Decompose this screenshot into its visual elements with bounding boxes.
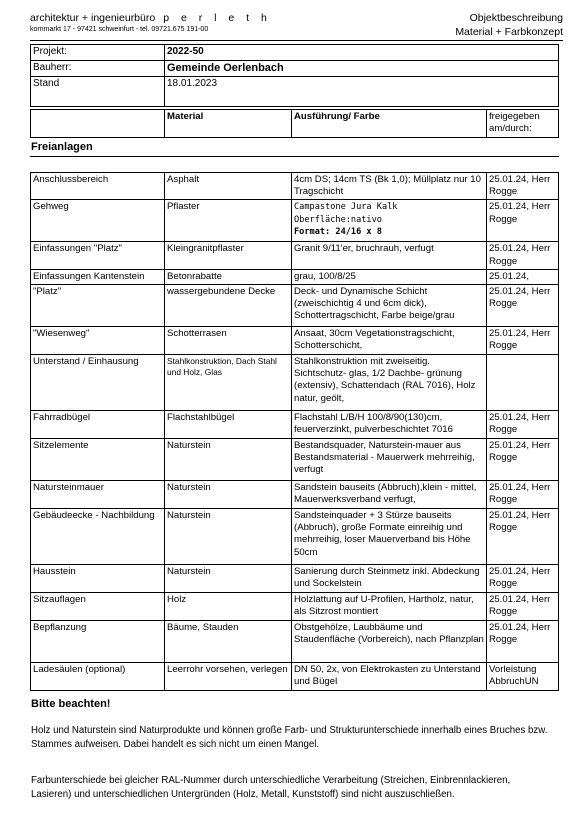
row-material: Holz [165,593,292,621]
table-row [31,481,559,509]
header-rule [30,40,563,41]
column-header-material: Material [165,110,292,138]
row-approved: 25.01.24, Herr Rogge [487,565,559,593]
row-material: Naturstein [165,509,292,565]
row-finish: Bestandsquader, Naturstein-mauer aus Bestandsmaterial - Mauerwerk mehrreihig, verfugt [292,439,487,481]
row-finish: 4cm DS; 14cm TS (Bk 1,0); Müllplatz nur 10 Tragschicht [292,173,487,200]
row-approved: 25.01.24, Herr Rogge [487,593,559,621]
row-finish: Holzlattung auf U-Profilen, Hartholz, natur, als Sitzrost montiert [292,593,487,621]
row-material: Flachstahlbügel [165,411,292,439]
row-item: "Platz" [31,285,165,327]
row-approved: 25.01.24, Herr Rogge [487,509,559,565]
row-item: Gebäudeecke - Nachbildung [31,509,165,565]
row-item: Anschlussbereich [31,173,165,200]
table-row [31,200,559,242]
row-finish: grau, 100/8/25 [292,269,487,284]
row-item: Fahrradbügel [31,411,165,439]
row-material: Kleingranitpflaster [165,242,292,269]
column-header-table [30,109,559,138]
table-row [31,439,559,481]
notice-paragraph-1: Holz und Naturstein sind Naturprodukte und können große Farb- und Strukturunterschiede innerhalb eines Bruches bzw. Stammes aufweisen. Dabei handelt es sich nicht um einen Mangel. [31,725,548,750]
row-item: Ladesäulen (optional) [31,663,165,691]
project-meta-table [30,44,559,107]
table-row [31,565,559,593]
meta-label-stand: Stand [31,77,165,107]
column-header-approved: freigegeben am/durch: [487,110,559,138]
table-row [31,663,559,691]
row-material: Pflaster [165,200,292,242]
row-finish: Stahlkonstruktion mit zweiseitig. Sichtschutz- glas, 1/2 Dachbe- grünung (extensiv), Schattendach (RAL 7016), Holz natur, geölt, [292,355,487,411]
row-approved: 25.01.24, Herr Rogge [487,621,559,663]
row-finish: Sandstein bauseits (Abbruch),klein - mittel, Mauerwerksverband verfugt, [292,481,487,509]
row-approved: 25.01.24, Herr Rogge [487,173,559,200]
row-material: wassergebundene Decke [165,285,292,327]
row-finish: Sandsteinquader + 3 Stürze bauseits (Abbruch), große Formate einreihig und mehrreihig, loser Mauerverband bis Höhe 50cm [292,509,487,565]
meta-value-client: Gemeinde Oerlenbach [165,61,559,77]
row-finish: Deck- und Dynamische Schicht (zweischichtig 4 und 6cm dick), Schottertragschicht, Farbe beige/grau [292,285,487,327]
row-finish: DN 50, 2x, von Elektrokasten zu Unterstand und Bügel [292,663,487,691]
letterhead [30,12,271,33]
row-item: Einfassungen "Platz" [31,242,165,269]
row-material: Betonrabatte [165,269,292,284]
notice-paragraph-2: Farbunterschiede bei gleicher RAL-Nummer durch unterschiedliche Verarbeitung (Streichen, Einbrennlackieren, Lasieren) und unterschiedlichen Untergründen (Holz, Metall, Kunststoff) sind nicht auszuschließen. [31,775,511,800]
table-row [31,242,559,269]
row-approved [487,355,559,411]
meta-value-project: 2022-50 [165,45,559,61]
row-material: Bäume, Stauden [165,621,292,663]
table-row [31,355,559,411]
row-approved: 25.01.24, Herr Rogge [487,481,559,509]
meta-value-stand: 18.01.2023 [165,77,559,107]
row-item: Einfassungen Kantenstein [31,269,165,284]
row-material: Naturstein [165,481,292,509]
row-material: Stahlkonstruktion, Dach Stahl und Holz, Glas [165,355,292,411]
table-row [31,411,559,439]
row-item: Sitzauflagen [31,593,165,621]
document-type [455,11,563,39]
row-item: Gehweg [31,200,165,242]
row-approved: 25.01.24, Herr Rogge [487,285,559,327]
row-approved: 25.01.24, Herr Rogge [487,242,559,269]
row-item: Hausstein [31,565,165,593]
row-approved: Vorleistung AbbruchUN [487,663,559,691]
meta-label-project: Projekt: [31,45,165,61]
section-title: Freianlagen [31,141,93,153]
row-approved: 25.01.24, Herr Rogge [487,327,559,355]
table-row [31,509,559,565]
row-material: Schotterrasen [165,327,292,355]
table-row [31,269,559,284]
table-row [31,621,559,663]
row-material: Asphalt [165,173,292,200]
row-finish: Ansaat, 30cm Vegetationstragschicht, Schotterschicht, [292,327,487,355]
office-address: kornmarkt 17 - 97421 schweinfurt - tel. 09721.675 191-00 [30,26,209,33]
column-header-finish: Ausführung/ Farbe [292,110,487,138]
row-finish: Granit 9/11'er, bruchrauh, verfugt [292,242,487,269]
row-finish: Flachstahl L/B/H 100/8/90(130)cm, feuerverzinkt, pulverbeschichtet 7016 [292,411,487,439]
row-item: Bepflanzung [31,621,165,663]
row-item: Natursteinmauer [31,481,165,509]
table-row [31,593,559,621]
row-material: Naturstein [165,439,292,481]
section-rule [30,156,559,157]
office-name: p e r l e t h [163,12,272,24]
doc-type: Objektbeschreibung [469,12,563,24]
row-approved: 25.01.24, Herr Rogge [487,200,559,242]
doc-subtitle: Material + Farbkonzept [455,26,563,38]
row-finish: Campastone Jura Kalk Oberfläche:nativo Format: 24/16 x 8 [292,200,487,242]
table-row [31,327,559,355]
row-finish: Sanierung durch Steinmetz inkl. Abdeckung und Sockelstein [292,565,487,593]
office-line: architektur + ingenieurbüro [30,12,156,24]
row-approved: 25.01.24, [487,269,559,284]
meta-label-client: Bauherr: [31,61,165,77]
row-material: Leerrohr vorsehen, verlegen [165,663,292,691]
row-item: Sitzelemente [31,439,165,481]
row-material: Naturstein [165,565,292,593]
materials-table [30,172,559,691]
table-row [31,285,559,327]
notice-title: Bitte beachten! [31,698,111,710]
row-approved: 25.01.24, Herr Rogge [487,411,559,439]
table-row [31,173,559,200]
row-item: Unterstand / Einhausung [31,355,165,411]
row-finish: Obstgehölze, Laubbäume und Staudenfläche (Vorbereich), nach Pflanzplan [292,621,487,663]
row-approved: 25.01.24, Herr Rogge [487,439,559,481]
row-item: "Wiesenweg" [31,327,165,355]
